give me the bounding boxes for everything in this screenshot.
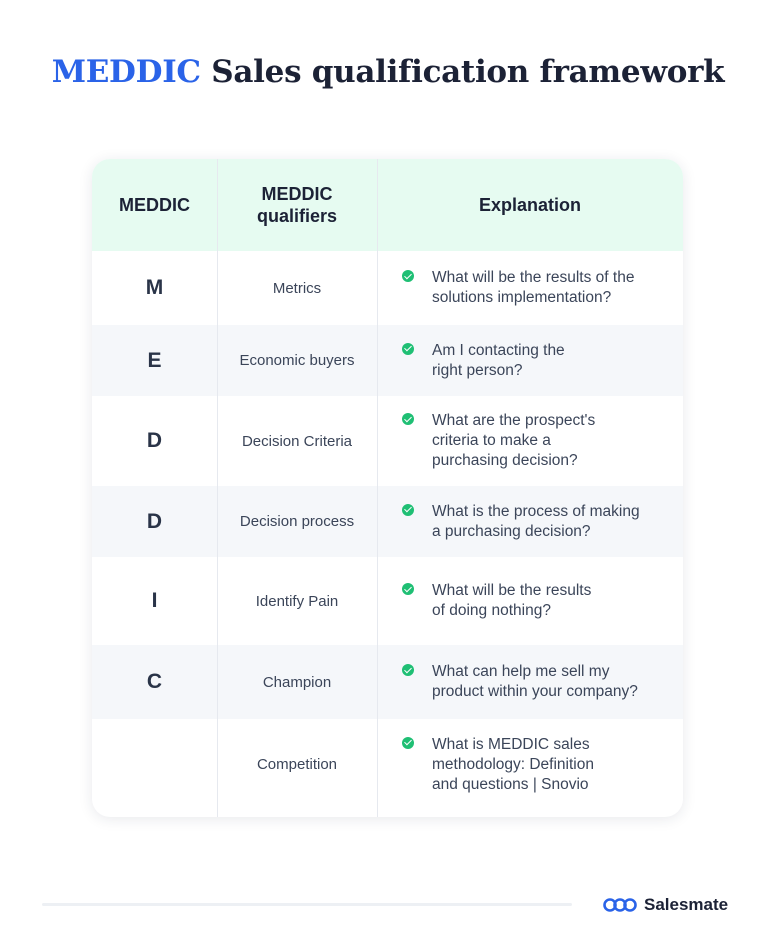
- check-circle-icon: [402, 504, 414, 516]
- page-title: [0, 54, 776, 90]
- qualifier-label: Economic buyers: [239, 352, 355, 369]
- check-circle-icon: [402, 664, 414, 676]
- meddic-letter: I: [151, 589, 158, 612]
- explanation-text: What is MEDDIC sales methodology: Definition and questions | Snovio: [432, 735, 594, 793]
- explanation-cell: [377, 325, 683, 396]
- column-divider: [217, 159, 218, 817]
- table-header: [92, 159, 683, 251]
- check-circle-icon: [402, 737, 414, 749]
- explanation-text: What can help me sell my product within your company?: [432, 663, 638, 700]
- header-meddic: MEDDIC: [119, 195, 190, 215]
- title-accent: MEDDIC: [51, 54, 201, 90]
- qualifier-label: Champion: [262, 673, 332, 691]
- meddic-letter: E: [147, 348, 162, 372]
- table-row: [92, 719, 683, 810]
- meddic-letter: C: [146, 670, 163, 693]
- table-row: [92, 251, 683, 325]
- meddic-letter: D: [146, 509, 163, 533]
- check-circle-icon: [402, 343, 414, 355]
- meddic-table: [92, 159, 683, 817]
- table-row: [92, 557, 683, 645]
- title-rest: Sales qualification framework: [200, 54, 725, 90]
- explanation-cell: [377, 645, 683, 719]
- brand-name: Salesmate: [644, 895, 729, 914]
- table-row: [92, 645, 683, 719]
- header-qualifiers: MEDDIC qualifiers: [256, 184, 338, 226]
- table-row: [92, 396, 683, 486]
- table-row: [92, 486, 683, 557]
- qualifier-label: Metrics: [272, 279, 322, 297]
- table-row: [92, 325, 683, 396]
- qualifier-label: Identify Pain: [255, 592, 339, 610]
- meddic-letter: M: [145, 276, 164, 299]
- explanation-cell: [377, 719, 683, 810]
- column-divider: [377, 159, 378, 817]
- explanation-cell: [377, 557, 683, 645]
- explanation-text: What will be the results of doing nothing?: [432, 582, 592, 619]
- explanation-cell: [377, 486, 683, 557]
- qualifier-label: Decision process: [239, 513, 355, 530]
- explanation-cell: [377, 396, 683, 486]
- meddic-letter: D: [146, 429, 163, 452]
- brand: [603, 893, 728, 917]
- explanation-text: What is the process of making a purchasing decision?: [432, 502, 640, 540]
- explanation-text: What are the prospect's criteria to make a purchasing decision?: [432, 412, 596, 469]
- check-circle-icon: [402, 583, 414, 595]
- salesmate-logo-icon: [603, 896, 637, 914]
- explanation-text: What will be the results of the solutions implementation?: [432, 269, 635, 306]
- qualifier-label: Competition: [256, 756, 338, 773]
- meddic-letter: [92, 719, 217, 810]
- header-explanation: Explanation: [478, 195, 581, 215]
- explanation-text: Am I contacting the right person?: [432, 341, 565, 379]
- check-circle-icon: [402, 270, 414, 282]
- explanation-cell: [377, 251, 683, 325]
- check-circle-icon: [402, 413, 414, 425]
- footer-divider: [42, 903, 572, 906]
- qualifier-label: Decision Criteria: [241, 432, 353, 450]
